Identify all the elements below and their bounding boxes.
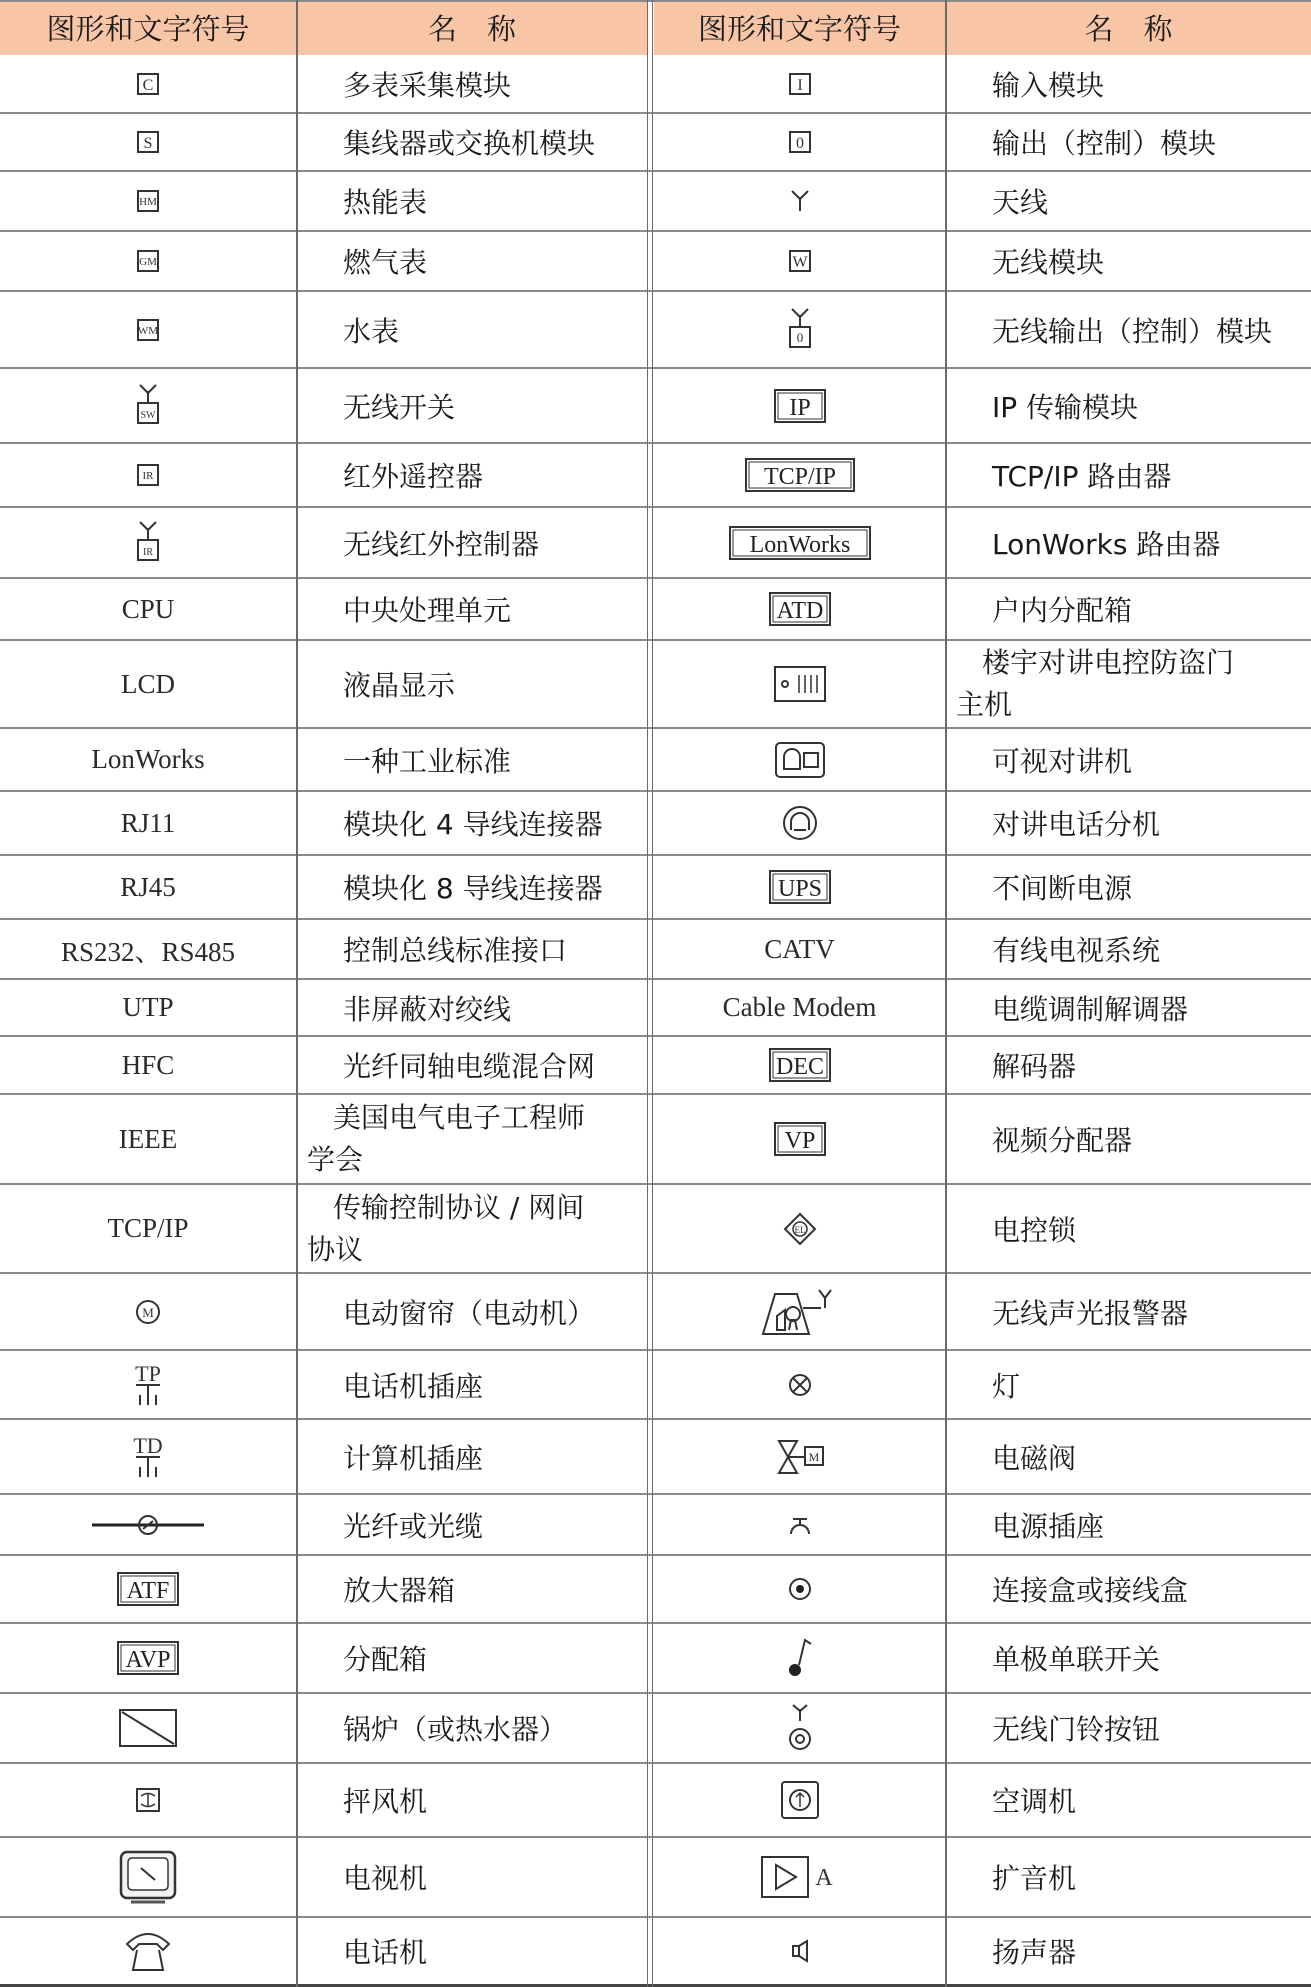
- right-symbol-text: Cable Modem: [722, 992, 877, 1022]
- right-name-cell: [946, 231, 1301, 291]
- intercom-phone-icon: [781, 804, 819, 842]
- left-name-cell: [297, 113, 637, 171]
- boxed-text-icon: [744, 457, 856, 493]
- right-name-text: 空调机: [992, 1785, 1077, 1818]
- left-name-cell: [297, 1763, 637, 1837]
- left-symbol-cell: [0, 1623, 296, 1693]
- right-name-text: 连接盒或接线盒: [992, 1574, 1189, 1607]
- left-symbol-text: RJ45: [120, 871, 176, 902]
- left-name-cell: [297, 1555, 637, 1623]
- left-name-text: 多表采集模块: [343, 69, 512, 102]
- left-symbol-cell: [0, 728, 296, 791]
- right-symbol-cell: [654, 113, 945, 171]
- right-name-cell: [946, 855, 1301, 919]
- telephone-icon: [123, 1928, 173, 1974]
- left-name-text: 液晶显示: [343, 669, 456, 702]
- right-name-line: 楼宇对讲电控防盗门: [982, 646, 1235, 679]
- boxed-text-icon: [116, 1571, 180, 1607]
- header-symbol-left-text: 图形和文字符号: [46, 12, 250, 46]
- right-name-text: 电源插座: [992, 1509, 1105, 1543]
- right-symbol-cell: [654, 1494, 945, 1555]
- left-symbol-text: TCP/IP: [107, 1213, 189, 1243]
- right-name-cell: [946, 1036, 1301, 1094]
- header-name-left: [297, 0, 647, 55]
- right-name-cell: [946, 1555, 1301, 1623]
- left-name-cell: [297, 171, 637, 231]
- left-name-cell: [297, 791, 637, 855]
- svg-text:C: C: [142, 77, 154, 94]
- left-symbol-cell: [0, 1917, 296, 1985]
- left-name-text: 模块化 4 导线连接器: [343, 808, 603, 841]
- right-name-text: 电缆调制解调器: [992, 992, 1189, 1026]
- svg-text:VP: VP: [784, 1128, 815, 1154]
- right-name-text: TCP/IP 路由器: [992, 460, 1172, 493]
- air-conditioner-icon: [780, 1780, 820, 1820]
- left-symbol-cell: [0, 979, 296, 1036]
- right-symbol-cell: [654, 1273, 945, 1350]
- left-name-cell: [297, 1094, 637, 1184]
- left-name-text: 红外遥控器: [343, 460, 484, 493]
- right-name-cell: [946, 55, 1301, 113]
- left-name-cell: [297, 443, 637, 507]
- header-symbol-right-text: 图形和文字符号: [697, 12, 901, 46]
- right-name-text: 无线声光报警器: [992, 1296, 1189, 1330]
- svg-text:S: S: [143, 135, 153, 152]
- left-symbol-cell: [0, 1763, 296, 1837]
- left-symbol-text: CPU: [121, 593, 175, 624]
- right-name-cell: [946, 291, 1301, 368]
- right-name-text: 天线: [992, 186, 1049, 219]
- svg-text:M: M: [808, 1449, 819, 1464]
- switch-icon: [785, 1636, 815, 1680]
- left-name-cell: [297, 728, 637, 791]
- right-name-text: 无线门铃按钮: [992, 1713, 1161, 1746]
- right-symbol-cell: [654, 1763, 945, 1837]
- left-symbol-cell: [0, 855, 296, 919]
- tv-icon: [119, 1850, 177, 1904]
- motor-icon: [134, 1298, 162, 1326]
- left-name-cell: [297, 507, 637, 578]
- right-name-cell: [946, 1184, 1301, 1273]
- left-symbol-cell: [0, 1494, 296, 1555]
- right-symbol-cell: [654, 578, 945, 640]
- left-name-cell: [297, 1350, 637, 1419]
- right-symbol-cell: [654, 1837, 945, 1917]
- left-name-cell: [297, 1184, 637, 1273]
- right-symbol-cell: [654, 1036, 945, 1094]
- left-symbol-text: LCD: [121, 668, 175, 699]
- fiber-cable-icon: [90, 1513, 206, 1537]
- right-name-text: 电控锁: [992, 1213, 1077, 1247]
- left-symbol-text: UTP: [122, 992, 174, 1022]
- doorbell-icon: [785, 1703, 815, 1753]
- left-name-text: 抨风机: [343, 1785, 428, 1818]
- wireless-alarm-icon: [755, 1286, 845, 1338]
- left-symbol-cell: [0, 1837, 296, 1917]
- right-name-text: 不间断电源: [992, 872, 1133, 905]
- right-name-cell: [946, 1494, 1301, 1555]
- left-symbol-cell: [0, 231, 296, 291]
- amplifier-icon: [760, 1855, 840, 1899]
- left-symbol-cell: [0, 791, 296, 855]
- boxed-text-icon: [768, 1047, 832, 1083]
- left-symbol-cell: [0, 1273, 296, 1350]
- right-symbol-cell: [654, 55, 945, 113]
- svg-text:0: 0: [795, 135, 804, 152]
- left-name-text: 电视机: [343, 1862, 428, 1895]
- left-name-text: 集线器或交换机模块: [343, 127, 596, 160]
- right-name-text: 有线电视系统: [992, 934, 1161, 967]
- left-name-text: 锅炉（或热水器）: [343, 1713, 568, 1746]
- boxed-letter-icon: [134, 70, 162, 98]
- left-symbol-text: HFC: [121, 1049, 175, 1080]
- left-symbol-cell: [0, 1184, 296, 1273]
- right-name-cell: [946, 979, 1301, 1036]
- left-name-cell: [297, 1837, 637, 1917]
- svg-text:IR: IR: [142, 470, 154, 482]
- left-symbol-cell: [0, 291, 296, 368]
- right-name-cell: [946, 791, 1301, 855]
- svg-text:ATF: ATF: [126, 1578, 170, 1604]
- svg-text:TD: TD: [133, 1432, 163, 1458]
- left-name-text: 分配箱: [343, 1643, 428, 1676]
- right-name-text: 解码器: [992, 1050, 1077, 1083]
- solenoid-valve-icon: [775, 1437, 825, 1477]
- svg-text:ATD: ATD: [776, 598, 823, 624]
- door-phone-host-icon: [773, 665, 827, 703]
- left-symbol-text: IEEE: [118, 1123, 178, 1154]
- header-symbol-right: [654, 0, 945, 55]
- header-name-right-text: 名称: [1084, 12, 1203, 46]
- left-symbol-cell: [0, 1036, 296, 1094]
- right-symbol-cell: [654, 1693, 945, 1763]
- fan-icon: [134, 1786, 162, 1814]
- right-name-text: 无线输出（控制）模块: [992, 314, 1273, 348]
- left-name-cell: [297, 1273, 637, 1350]
- boxed-text-icon: [773, 388, 827, 424]
- antenna-icon: [789, 189, 811, 213]
- right-name-text: 户内分配箱: [992, 594, 1133, 627]
- right-symbol-text: CATV: [764, 933, 835, 964]
- right-symbol-cell: [654, 1184, 945, 1273]
- svg-text:SW: SW: [140, 409, 156, 421]
- left-name-text: 控制总线标准接口: [343, 934, 568, 967]
- right-name-text: 电磁阀: [992, 1441, 1077, 1475]
- left-name-cell: [297, 1623, 637, 1693]
- right-name-text: 视频分配器: [992, 1124, 1133, 1157]
- left-symbol-cell: [0, 507, 296, 578]
- right-name-text: 单极单联开关: [992, 1643, 1161, 1676]
- left-symbol-cell: [0, 640, 296, 728]
- right-name-text: 扬声器: [992, 1936, 1077, 1969]
- left-name-line: 学会: [307, 1143, 364, 1176]
- right-symbol-cell: [654, 368, 945, 443]
- boxed-letter-icon: [134, 316, 162, 344]
- right-name-cell: [946, 1623, 1301, 1693]
- left-symbol-text: LonWorks: [91, 744, 205, 774]
- header-name-left-text: 名称: [427, 12, 546, 46]
- left-name-cell: [297, 919, 637, 979]
- svg-text:I: I: [796, 77, 803, 94]
- right-name-cell: [946, 443, 1301, 507]
- svg-text:HM: HM: [139, 196, 157, 208]
- right-name-text: 输出（控制）模块: [992, 127, 1217, 160]
- right-symbol-cell: [654, 1419, 945, 1494]
- right-name-cell: [946, 1693, 1301, 1763]
- right-name-cell: [946, 578, 1301, 640]
- svg-text:IR: IR: [143, 546, 153, 558]
- right-name-cell: [946, 728, 1301, 791]
- left-name-text: 电动窗帘（电动机）: [343, 1296, 596, 1330]
- left-name-line: 美国电气电子工程师: [333, 1101, 586, 1134]
- svg-text:WM: WM: [137, 324, 159, 337]
- right-symbol-cell: [654, 640, 945, 728]
- left-name-text: 计算机插座: [343, 1441, 484, 1475]
- left-name-cell: [297, 640, 637, 728]
- left-symbol-cell: [0, 578, 296, 640]
- video-intercom-icon: [774, 741, 826, 779]
- right-symbol-cell: [654, 1917, 945, 1985]
- left-name-text: 无线红外控制器: [343, 527, 540, 561]
- left-name-cell: [297, 1917, 637, 1985]
- right-symbol-cell: [654, 791, 945, 855]
- left-name-text: 放大器箱: [343, 1574, 456, 1607]
- right-symbol-cell: [654, 728, 945, 791]
- svg-text:A: A: [814, 1865, 833, 1891]
- svg-text:AVP: AVP: [125, 1647, 171, 1673]
- phone-socket-icon: [128, 1361, 168, 1409]
- boxed-letter-icon: [786, 247, 814, 275]
- right-name-cell: [946, 919, 1301, 979]
- svg-text:EL: EL: [794, 1224, 805, 1235]
- left-name-text: 光纤同轴电缆混合网: [343, 1050, 596, 1083]
- right-name-line: 主机: [956, 688, 1013, 721]
- left-name-text: 燃气表: [343, 246, 428, 279]
- left-name-line: 协议: [307, 1232, 364, 1266]
- left-symbol-text: RS232、RS485: [60, 936, 236, 967]
- header-name-right: [946, 0, 1311, 55]
- right-symbol-cell: [654, 855, 945, 919]
- left-name-text: 一种工业标准: [343, 744, 512, 778]
- right-name-cell: [946, 1350, 1301, 1419]
- right-name-cell: [946, 1094, 1301, 1184]
- left-symbol-cell: [0, 171, 296, 231]
- left-symbol-cell: [0, 1350, 296, 1419]
- left-name-cell: [297, 55, 637, 113]
- right-name-cell: [946, 171, 1301, 231]
- left-symbol-cell: [0, 443, 296, 507]
- left-symbol-text: RJ11: [120, 807, 176, 838]
- svg-text:W: W: [791, 254, 808, 271]
- left-name-cell: [297, 855, 637, 919]
- svg-text:TCP/IP: TCP/IP: [763, 464, 836, 490]
- left-name-text: 光纤或光缆: [343, 1509, 484, 1543]
- left-name-text: 热能表: [343, 186, 428, 219]
- right-name-text: 扩音机: [992, 1862, 1077, 1895]
- boxed-text-icon: [728, 525, 872, 561]
- right-symbol-cell: [654, 443, 945, 507]
- right-symbol-cell: [654, 291, 945, 368]
- left-symbol-cell: [0, 368, 296, 443]
- left-name-cell: [297, 291, 637, 368]
- boxed-text-icon: [768, 591, 832, 627]
- speaker-icon: [789, 1939, 811, 1963]
- left-name-cell: [297, 231, 637, 291]
- left-name-cell: [297, 368, 637, 443]
- left-name-text: 中央处理单元: [343, 594, 512, 627]
- right-name-text: 灯: [992, 1369, 1021, 1403]
- center-divider: [647, 0, 653, 1987]
- power-socket-icon: [787, 1514, 813, 1536]
- right-name-cell: [946, 1763, 1301, 1837]
- left-name-text: 电话机插座: [343, 1369, 484, 1403]
- right-name-cell: [946, 1419, 1301, 1494]
- boxed-letter-icon: [134, 461, 162, 489]
- data-socket-icon: [128, 1433, 168, 1481]
- left-name-text: 模块化 8 导线连接器: [343, 872, 603, 905]
- svg-text:GM: GM: [139, 256, 157, 268]
- svg-text:LonWorks: LonWorks: [749, 531, 850, 558]
- left-name-text: 非屏蔽对绞线: [343, 992, 512, 1026]
- junction-box-icon: [787, 1576, 813, 1602]
- right-name-text: 可视对讲机: [992, 744, 1133, 778]
- electric-lock-icon: [783, 1212, 817, 1246]
- left-symbol-cell: [0, 919, 296, 979]
- right-symbol-cell: [654, 1094, 945, 1184]
- right-symbol-cell: [654, 1623, 945, 1693]
- boxed-text-icon: [116, 1640, 180, 1676]
- left-name-text: 水表: [343, 314, 400, 348]
- right-name-cell: [946, 1837, 1301, 1917]
- right-name-cell: [946, 640, 1301, 728]
- left-symbol-cell: [0, 1419, 296, 1494]
- left-symbol-cell: [0, 1094, 296, 1184]
- right-symbol-cell: [654, 919, 945, 979]
- boxed-letter-icon: [134, 247, 162, 275]
- boxed-text-icon: [768, 869, 832, 905]
- right-symbol-cell: [654, 1555, 945, 1623]
- left-symbol-cell: [0, 1693, 296, 1763]
- right-name-text: 无线模块: [992, 246, 1105, 279]
- right-symbol-cell: [654, 231, 945, 291]
- boxed-letter-icon: [786, 128, 814, 156]
- antenna-box-icon: [133, 520, 163, 566]
- left-name-cell: [297, 578, 637, 640]
- svg-text:DEC: DEC: [775, 1054, 824, 1080]
- boiler-icon: [118, 1708, 178, 1748]
- right-name-text: IP 传输模块: [992, 390, 1139, 424]
- right-symbol-cell: [654, 507, 945, 578]
- right-symbol-cell: [654, 979, 945, 1036]
- left-symbol-cell: [0, 55, 296, 113]
- svg-text:0: 0: [796, 329, 803, 345]
- svg-text:UPS: UPS: [777, 876, 822, 902]
- right-name-cell: [946, 1917, 1301, 1985]
- left-name-cell: [297, 1693, 637, 1763]
- right-name-text: 输入模块: [992, 69, 1105, 102]
- header-symbol-left: [0, 0, 296, 55]
- left-name-cell: [297, 1494, 637, 1555]
- right-name-cell: [946, 1273, 1301, 1350]
- svg-text:IP: IP: [788, 394, 811, 421]
- svg-text:TP: TP: [135, 1360, 161, 1386]
- left-name-text: 电话机: [343, 1936, 428, 1969]
- lamp-icon: [786, 1371, 814, 1399]
- boxed-letter-icon: [134, 187, 162, 215]
- left-name-cell: [297, 979, 637, 1036]
- right-name-cell: [946, 507, 1301, 578]
- left-name-cell: [297, 1419, 637, 1494]
- right-name-text: LonWorks 路由器: [992, 527, 1221, 561]
- right-name-text: 对讲电话分机: [992, 808, 1161, 841]
- right-symbol-cell: [654, 171, 945, 231]
- svg-text:M: M: [142, 1304, 154, 1320]
- antenna-box-icon: [133, 383, 163, 429]
- left-name-line: 传输控制协议 / 网间: [333, 1190, 585, 1224]
- left-name-text: 无线开关: [343, 390, 456, 424]
- left-symbol-cell: [0, 1555, 296, 1623]
- left-name-cell: [297, 1036, 637, 1094]
- row-divider: [0, 0, 1311, 2]
- right-name-cell: [946, 113, 1301, 171]
- left-symbol-cell: [0, 113, 296, 171]
- antenna-box-icon: [785, 307, 815, 353]
- boxed-letter-icon: [134, 128, 162, 156]
- boxed-text-icon: [773, 1121, 827, 1157]
- boxed-letter-icon: [786, 70, 814, 98]
- right-name-cell: [946, 368, 1301, 443]
- right-symbol-cell: [654, 1350, 945, 1419]
